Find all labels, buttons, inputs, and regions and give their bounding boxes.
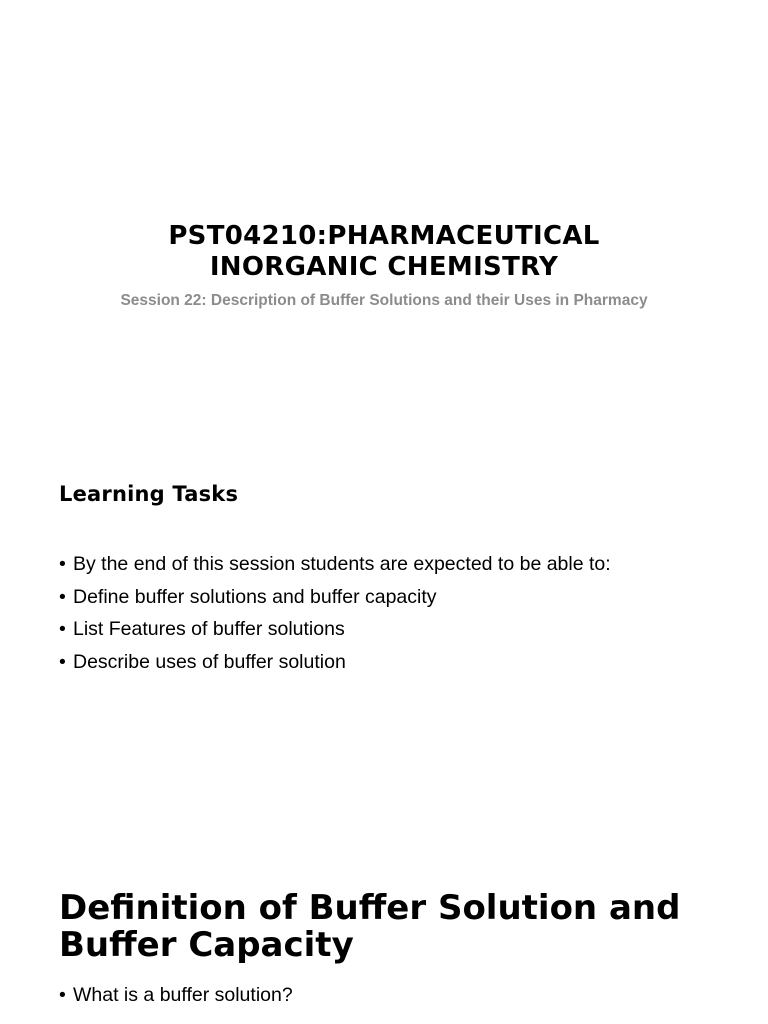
list-item-text: List Features of buffer solutions <box>73 618 345 640</box>
learning-tasks-list <box>59 548 611 678</box>
learning-tasks-slide <box>0 470 768 850</box>
bullet-icon: • <box>59 618 66 640</box>
bullet-icon: • <box>59 650 66 673</box>
list-item-text: Describe uses of buffer solution <box>73 650 346 673</box>
title-slide <box>0 0 768 420</box>
definition-slide <box>0 890 768 1024</box>
session-subtitle: Session 22: Description of Buffer Solutions and their Uses in Pharmacy <box>120 292 648 309</box>
course-title-line-1: PST04210:PHARMACEUTICAL <box>168 221 600 251</box>
course-title <box>60 221 708 283</box>
bullet-icon: • <box>59 984 66 1006</box>
bullet-icon: • <box>59 585 66 608</box>
definition-heading: Definition of Buffer Solution and Buffer Capacity <box>59 888 681 965</box>
course-title-line-2: INORGANIC CHEMISTRY <box>209 252 559 282</box>
list-item <box>59 979 293 1012</box>
list-item <box>59 548 611 581</box>
list-item-text: Define buffer solutions and buffer capacity <box>73 585 437 608</box>
definition-list <box>59 979 293 1012</box>
list-item <box>59 613 611 646</box>
bullet-icon: • <box>59 553 66 575</box>
list-item <box>59 646 611 679</box>
learning-tasks-heading: Learning Tasks <box>59 482 239 506</box>
list-item <box>59 581 611 614</box>
list-item-text: By the end of this session students are expected to be able to: <box>73 553 611 575</box>
list-item-text: What is a buffer solution? <box>73 984 293 1006</box>
